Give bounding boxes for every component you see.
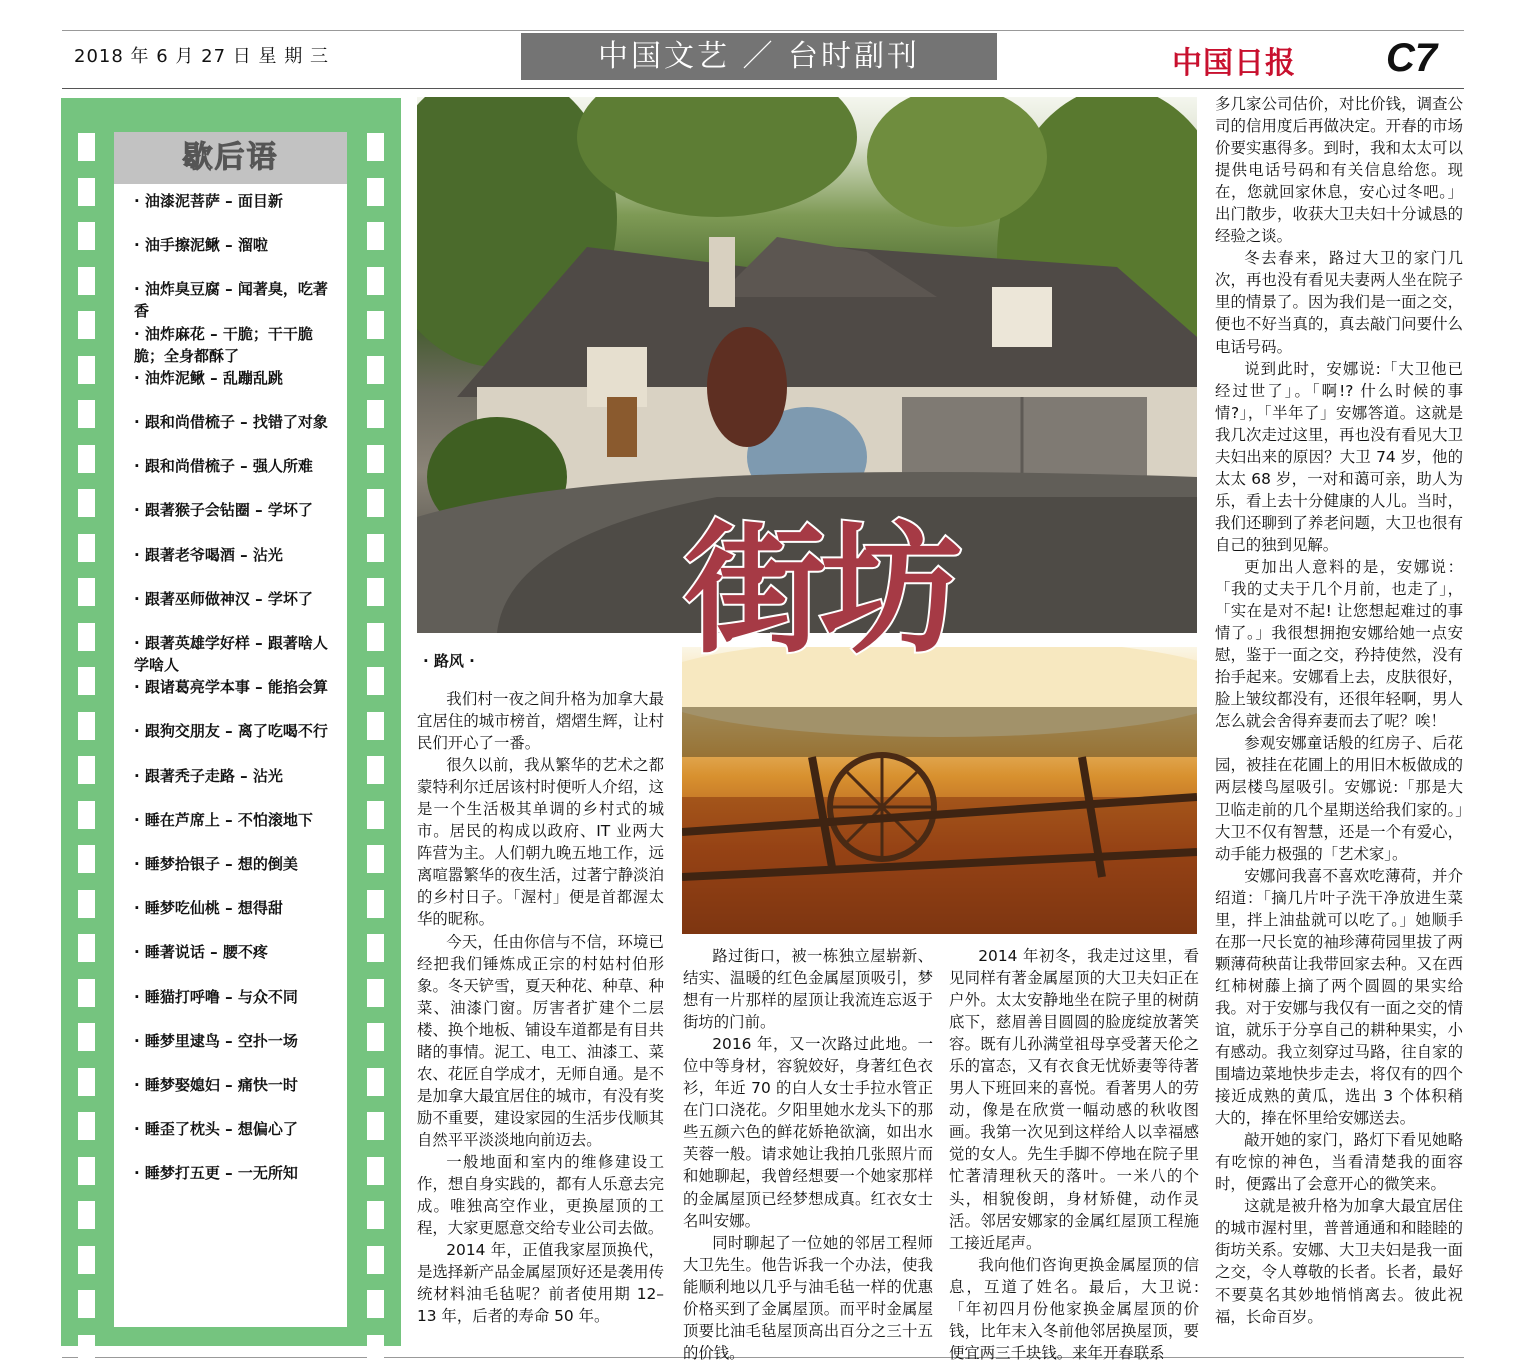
- perforation-right: [367, 1157, 384, 1185]
- perforation-left: [78, 489, 95, 517]
- perforation-left: [78, 1335, 95, 1363]
- article-column-3: [949, 945, 1199, 1364]
- article-paragraph: 冬去春来，路过大卫的家门几次，再也没有看见夫妻两人坐在院子里的情景了。因为我们是一面之交，便也不好当真的，真去敲门问要什么电话号码。: [1215, 249, 1463, 356]
- perforation-right: [367, 623, 384, 651]
- perforation-right: [367, 712, 384, 740]
- article-paragraph: 路过街口，被一栋独立屋崭新、结实、温暖的红色金属屋顶吸引，梦想有一片那样的屋顶让我流连忘返于街坊的门前。: [683, 947, 933, 1032]
- article-paragraph: 2016 年，又一次路过此地。一位中等身材，容貌姣好，身著红色衣衫，年近 70 的白人女士手拉水管正在门口浇花。夕阳里她水龙头下的那些五颜六色的鲜花娇艳欲滴，如出水芙蓉一般。请求她让我拍几张照片而和她聊起，我曾经想要一个她家那样的金属屋顶已经梦想成真。红衣女士名叫安娜。: [683, 1035, 933, 1230]
- idiom-sidebar: [61, 98, 401, 1346]
- article-paragraph: 多几家公司估价，对比价钱，调查公司的信用度后再做决定。开春的市场价要实惠得多。到时，我和太太可以提供电话号码和有关信息给您。现在，您就回家休息，安心过冬吧。」出门散步，收获大卫夫妇十分诚恳的经验之谈。: [1215, 95, 1463, 246]
- idiom-item: · 睡猫打呼噜 – 与众不同: [134, 987, 298, 1006]
- perforation-left: [78, 845, 95, 873]
- perforation-left: [78, 1157, 95, 1185]
- perforation-right: [367, 756, 384, 784]
- perforation-left: [78, 534, 95, 562]
- idiom-item: · 跟著猴子会钻圈 – 学坏了: [134, 501, 313, 520]
- perforation-right: [367, 489, 384, 517]
- idiom-item: · 跟和尚借梳子 – 强人所难: [134, 457, 313, 476]
- perforation-left: [78, 1290, 95, 1318]
- idiom-item: · 跟著巫师做神汉 – 学坏了: [134, 589, 313, 608]
- idiom-item: · 睡梦娶媳妇 – 痛快一时: [134, 1076, 298, 1094]
- perforation-right: [367, 267, 384, 295]
- perforation-right: [367, 845, 384, 873]
- idiom-item: · 睡梦打五更 – 一无所知: [134, 1164, 298, 1183]
- idiom-item: · 睡梦吃仙桃 – 想得甜: [134, 899, 283, 918]
- article-paragraph: 安娜问我喜不喜欢吃薄荷，并介绍道：「摘几片叶子洗干净放进生菜里，拌上油盐就可以吃了。」她顺手在那一尺长宽的袖珍薄荷园里拔了两颗薄荷秧苗让我带回家去种。又在西红柿树藤上摘了两个圆圆的果实给我。对于安娜与我仅有一面之交的情谊，就乐于分享自己的耕种果实，小有感动。我立刻穿过马路，往自家的围墙边菜地快步走去，将仅有的四个接近成熟的黄瓜，选出 3 个体积稍大的，捧在怀里给安娜送去。: [1215, 866, 1463, 1128]
- perforation-right: [367, 178, 384, 206]
- idiom-item: · 跟和尚借梳子 – 找错了对象: [134, 413, 328, 431]
- article-paragraph: 同时聊起了一位她的邻居工程师大卫先生。他告诉我一个办法，使我能顺利地以几乎与油毛毡一样的优惠价格买到了金属屋顶。而平时金属屋顶要比油毛毡屋顶高出百分之三十五的价钱。: [683, 1233, 933, 1362]
- perforation-right: [367, 667, 384, 695]
- article-paragraph: 我向他们咨询更换金属屋顶的信息，互道了姓名。最后，大卫说:「年初四月份他家换金属屋顶的价钱，比年末入冬前他邻居换屋顶，要便宜两三千块钱。来年开春联系: [949, 1255, 1199, 1362]
- article-paragraph: 一般地面和室内的维修建设工作，想自身实践的，都有人乐意去完成。唯独高空作业，更换屋顶的工程，大家更愿意交给专业公司去做。: [417, 1152, 664, 1238]
- perforation-left: [78, 712, 95, 740]
- perforation-left: [78, 222, 95, 250]
- idiom-item: · 油炸泥鳅 – 乱蹦乱跳: [134, 368, 283, 387]
- section-banner: 中国文艺 ／ 台时副刊: [521, 33, 997, 80]
- idiom-item: · 跟著秃子走路 – 沾光: [134, 766, 283, 785]
- perforation-left: [78, 400, 95, 428]
- article-column-4: [1215, 93, 1463, 1328]
- perforation-right: [367, 890, 384, 918]
- idiom-item: · 睡在芦席上 – 不怕滚地下: [134, 810, 313, 829]
- fence-photo: [682, 647, 1197, 934]
- article-paragraph: 说到此时，安娜说:「大卫他已经过世了」。「啊!? 什么时候的事情?」，「半年了」安娜答道。这就是我几次走过这里，再也没有看见大卫夫妇出来的原因？大卫 74 岁，他的太太 68 岁，一对和蔼可亲，助人为乐，看上去十分健康的人儿。当时，我们还聊到了养老问题，大卫也很有自己的独到见解。: [1215, 359, 1463, 554]
- header-rule: [62, 88, 1464, 89]
- perforation-left: [78, 979, 95, 1007]
- perforation-left: [78, 801, 95, 829]
- perforation-left: [78, 311, 95, 339]
- perforation-right: [367, 979, 384, 1007]
- perforation-right: [367, 1335, 384, 1363]
- newspaper-logo: 中国日报: [1172, 46, 1296, 81]
- perforation-left: [78, 1201, 95, 1229]
- perforation-left: [78, 1246, 95, 1274]
- idiom-item: · 油手擦泥鳅 – 溜啦: [134, 236, 268, 255]
- perforation-right: [367, 1246, 384, 1274]
- perforation-left: [78, 178, 95, 206]
- article-paragraph: 参观安娜童话般的红房子、后花园，被挂在花圃上的用旧木板做成的两层楼鸟屋吸引。安娜说:「那是大卫临走前的几个星期送给我们家的。」大卫不仅有智慧，还是一个有爱心，动手能力极强的「艺术家」。: [1215, 734, 1463, 863]
- perforation-right: [367, 1068, 384, 1096]
- perforation-left: [78, 445, 95, 473]
- article-paragraph: 我们村一夜之间升格为加拿大最宜居住的城市榜首，熠熠生辉，让村民们开心了一番。: [417, 690, 664, 753]
- idiom-item: · 睡歪了枕头 – 想偏心了: [134, 1120, 298, 1139]
- article-paragraph: 更加出人意料的是，安娜说：「我的丈夫于几个月前，也走了」，「实在是对不起! 让您想起难过的事情了。」我很想拥抱安娜给她一点安慰，鉴于一面之交，矜持使然，没有抬手起来。安娜看上去，皮肤很好，脸上皱纹都没有，还很年轻啊，男人怎么就会舍得弃妻而去了呢？唉！: [1215, 557, 1463, 731]
- perforation-right: [367, 222, 384, 250]
- idiom-title: 歇后语: [114, 132, 347, 184]
- perforation-right: [367, 1201, 384, 1229]
- perforation-right: [367, 534, 384, 562]
- article-paragraph: 敲开她的家门，路灯下看见她略有吃惊的神色，当看清楚我的面容时，便露出了会意开心的微笑来。: [1215, 1131, 1463, 1194]
- fence-illustration: [682, 647, 1197, 934]
- perforation-right: [367, 934, 384, 962]
- top-rule: [62, 30, 1464, 31]
- article-title: 街坊: [684, 507, 956, 673]
- perforation-right: [367, 1023, 384, 1051]
- perforation-left: [78, 1112, 95, 1140]
- article-paragraph: 2014 年初冬，我走过这里，看见同样有著金属屋顶的大卫夫妇正在户外。太太安静地坐在院子里的树荫底下，慈眉善目圆圆的脸庞绽放著笑容。既有儿孙满堂祖母享受著天伦之乐的富态，又有衣食无忧娇妻等待著男人下班回来的喜悦。看著男人的劳动，像是在欣赏一幅动感的秋收图画。我第一次见到这样给人以幸福感觉的女人。先生手脚不停地在院子里忙著清理秋天的落叶。一米八的个头，相貌俊朗，身材矫健，动作灵活。邻居安娜家的金属红屋顶工程施工接近尾声。: [949, 947, 1199, 1252]
- perforation-right: [367, 311, 384, 339]
- perforation-left: [78, 1068, 95, 1096]
- article-column-2: [683, 945, 933, 1364]
- perforation-right: [367, 400, 384, 428]
- perforation-left: [78, 578, 95, 606]
- idiom-item: · 跟著老爷喝酒 – 沾光: [134, 545, 283, 564]
- perforation-left: [78, 133, 95, 161]
- perforation-left: [78, 890, 95, 918]
- idiom-panel: [114, 132, 347, 1327]
- idiom-item: · 睡梦里逮鸟 – 空扑一场: [134, 1031, 298, 1050]
- article-paragraph: 今天，任由你信与不信，环境已经把我们锤炼成正宗的村姑村伯形象。冬天铲雪，夏天种花、种草、种菜、油漆门窗。厉害者扩建个二层楼、换个地板、铺设车道都是有目共睹的事情。泥工、电工、油漆工、菜农、花匠自学成才，无师自通。是不是加拿大最宜居住的城市，有没有奖励不重要，建设家园的生活步伐顺其自然平平淡淡地向前迈去。: [417, 932, 664, 1149]
- perforation-left: [78, 756, 95, 784]
- idiom-item: · 跟诸葛亮学本事 – 能掐会算: [134, 678, 328, 697]
- idiom-item: · 油炸臭豆腐 – 闻著臭，吃著香: [134, 280, 328, 321]
- perforation-right: [367, 801, 384, 829]
- perforation-left: [78, 356, 95, 384]
- idiom-item: · 跟狗交朋友 – 离了吃喝不行: [134, 722, 328, 741]
- perforation-left: [78, 667, 95, 695]
- idiom-item: · 睡著说话 – 腰不疼: [134, 943, 268, 962]
- idiom-item: · 油漆泥菩萨 – 面目新: [134, 192, 283, 210]
- issue-date: 2018 年 6 月 27 日 星 期 三: [74, 46, 329, 67]
- article-author: · 路风 ·: [423, 652, 475, 670]
- perforation-right: [367, 1112, 384, 1140]
- perforation-left: [78, 267, 95, 295]
- idiom-item: · 油炸麻花 – 干脆；干干脆脆；全身都酥了: [134, 324, 313, 365]
- page-number: C7: [1386, 36, 1438, 80]
- perforation-right: [367, 578, 384, 606]
- article-paragraph: 2014 年，正值我家屋顶换代，是选择新产品金属屋顶好还是袭用传统材料油毛毡呢？前者使用期 12–13 年，后者的寿命 50 年。: [417, 1241, 664, 1326]
- perforation-left: [78, 934, 95, 962]
- article-paragraph: 这就是被升格为加拿大最宜居住的城市渥村里，普普通通和和睦睦的街坊关系。安娜、大卫夫妇是我一面之交，令人尊敬的长者。长者，最好不要莫名其妙地悄悄离去。彼此祝福，长命百岁。: [1215, 1197, 1463, 1326]
- perforation-right: [367, 445, 384, 473]
- perforation-right: [367, 356, 384, 384]
- article-column-1: [417, 688, 664, 1327]
- perforation-right: [367, 1290, 384, 1318]
- perforation-left: [78, 1023, 95, 1051]
- idiom-item: · 睡梦拾银子 – 想的倒美: [134, 855, 298, 873]
- idiom-item: · 跟著英雄学好样 – 跟著啥人学啥人: [134, 634, 328, 674]
- perforation-right: [367, 133, 384, 161]
- article-paragraph: 很久以前，我从繁华的艺术之都蒙特利尔迁居该村时便听人介绍，这是一个生活极其单调的乡村式的城市。居民的构成以政府、IT 业两大阵营为主。人们朝九晚五地工作，远离喧嚣繁华的夜生活，过著宁静淡泊的乡村日子。「渥村」便是首都渥太华的昵称。: [417, 756, 664, 929]
- perforation-left: [78, 623, 95, 651]
